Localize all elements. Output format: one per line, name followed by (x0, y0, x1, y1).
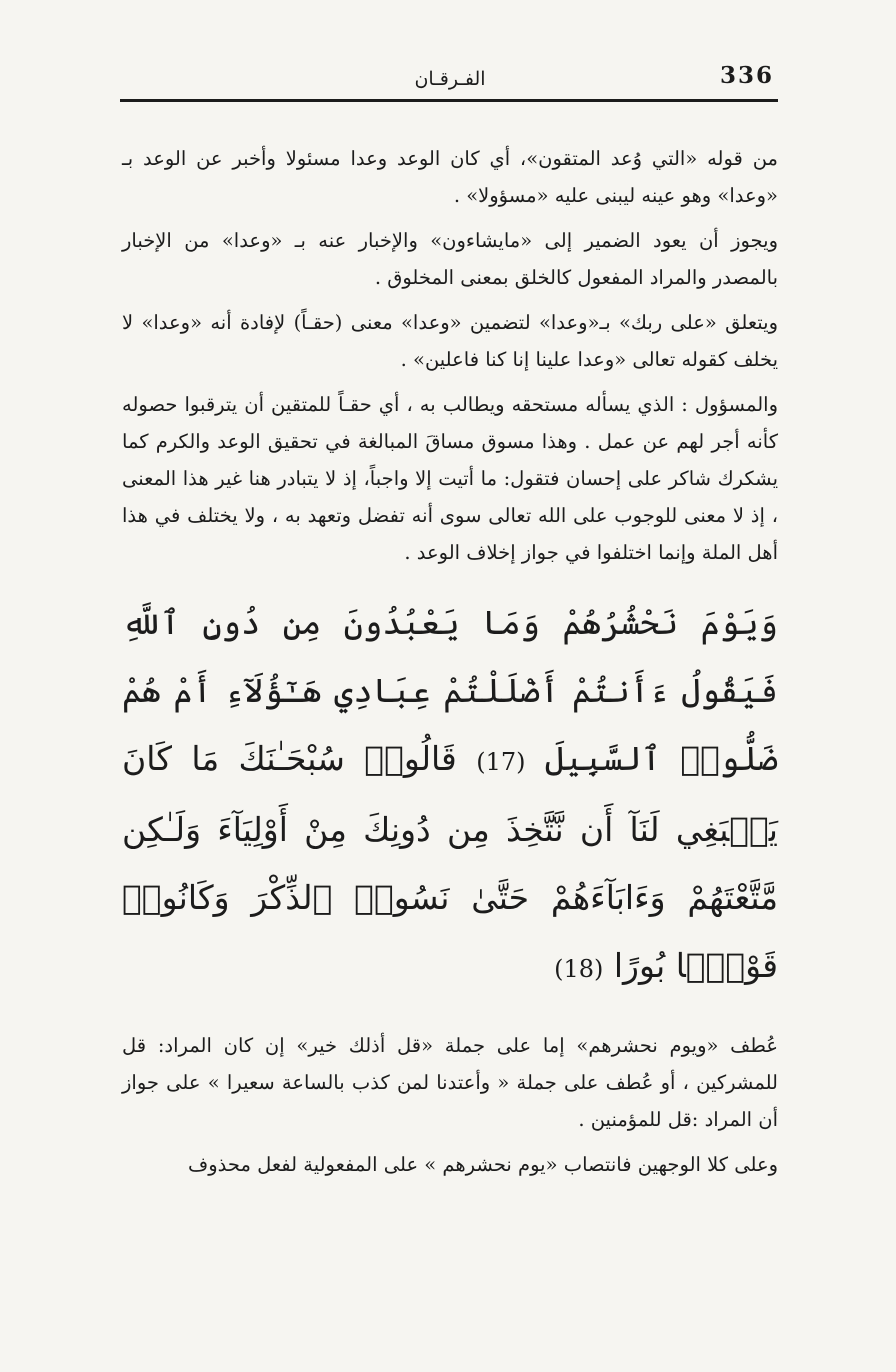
commentary (122, 1027, 778, 1183)
running-title: الفـرقـان (414, 68, 486, 90)
paragraph: من قوله «التي وُعد المتقون»، أي كان الوعد وعدا مسئولا وأخبر عن الوعد بـ «وعدا» وهو عينه ليبنى عليه «مسؤولا» . (122, 147, 778, 207)
verse-text: وَيَوْمَ نَحْشُرُهُمْ وَمَا يَعْبُدُونَ مِن دُونِ ٱللَّهِ فَيَقُولُ ءَأَنتُمْ أَضْلَلْتُمْ عِبَادِي هَـٰٓؤُلَآءِ أَمْ هُمْ ضَلُّوا۟ ٱلسَّبِيلَ (122, 603, 778, 778)
page-header (122, 0, 778, 102)
quran-verse (122, 589, 778, 1003)
paragraph: عُطف «ويوم نحشرهم» إما على جملة «قل أذلك خير» إن كان المراد: قل للمشركين ، أو عُطف على جملة « وأعتدنا لمن كذب بالساعة سعيرا » على جواز أن المراد :قل للمؤمنين . (122, 1034, 778, 1131)
paragraph: وعلى كلا الوجهين فانتصاب «يوم نحشرهم » على المفعولية لفعل محذوف (188, 1153, 778, 1176)
paragraph: ويجوز أن يعود الضمير إلى «مايشاءون» والإخبار عنه بـ «وعدا» من الإخبار بالمصدر والمراد المفعول كالخلق بمعنى المخلوق . (122, 229, 778, 289)
verse-number: (18) (554, 955, 604, 983)
verse-text: قَالُوا۟ سُبْحَـٰنَكَ مَا كَانَ يَنۢبَغِي لَنَآ أَن نَّتَّخِذَ مِن دُونِكَ مِنْ أَوْلِيَآءَ وَلَـٰكِن مَّتَّعْتَهُمْ وَءَابَآءَهُمْ حَتَّىٰ نَسُوا۟ ٱلذِّكْرَ وَكَانُوا۟ قَوْمًۢا بُورًا (122, 739, 778, 985)
paragraph: ويتعلق «على ربك» بـ«وعدا» لتضمين «وعدا» معنى (حقـاً) لإفادة أنه «وعدا» لا يخلف كقوله تعالى «وعدا علينا إنا كنا فاعلين» . (122, 311, 778, 371)
page-body (122, 140, 778, 1183)
verse-number: (17) (476, 748, 526, 776)
page-number: 336 (719, 62, 774, 89)
paragraph: والمسؤول : الذي يسأله مستحقه ويطالب به ، أي حقـاً للمتقين أن يترقبوا حصوله كأنه أجر لهم عن عمل . وهذا مسوق مساقَ المبالغة في تحقيق الوعد والكرم كما يشكرك شاكر على إحسان فتقول: ما أتيت إلا واجباً، إذ لا يتبادر هنا غير هذا المعنى ، إذ لا معنى للوجوب على الله تعالى سوى أنه تفضل وتعهد به ، ولا يختلف في هذا أهل الملة وإنما اختلفوا في جواز إخلاف الوعد . (122, 393, 778, 564)
header-rule (120, 99, 778, 102)
